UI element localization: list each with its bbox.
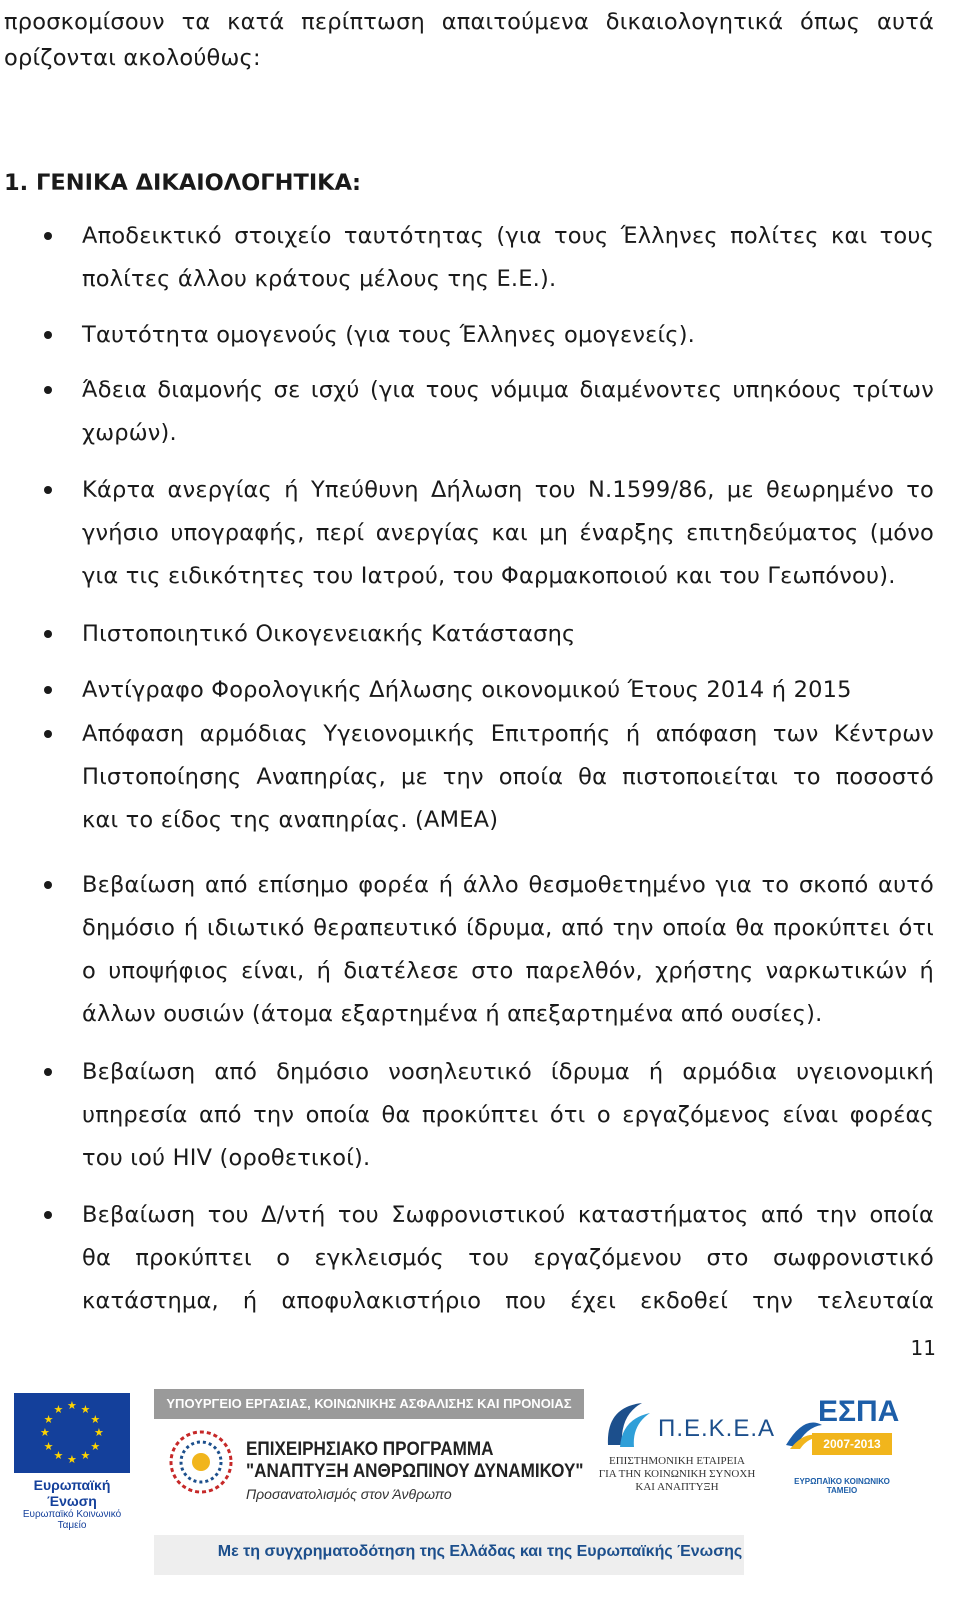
list-item-line: Αντίγραφο Φορολογικής Δήλωσης οικονομικού Έτους 2014 ή 2015 <box>82 677 852 703</box>
star-icon: ★ <box>90 1412 101 1426</box>
bullet-icon <box>44 232 52 240</box>
list-item-line: Πιστοποίησης Αναπηρίας, με την οποία θα πιστοποιείται το ποσοστό <box>82 764 934 790</box>
star-icon: ★ <box>67 1399 77 1412</box>
pekea-name: Π.Ε.Κ.Ε.Α <box>658 1415 776 1442</box>
intro-line-1: προσκομίσουν τα κατά περίπτωση απαιτούμενα δικαιολογητικά όπως αυτά <box>4 9 934 35</box>
list-item-line: Αποδεικτικό στοιχείο ταυτότητας (για τους Έλληνες πολίτες και τους <box>82 223 934 249</box>
star-icon: ★ <box>80 1402 91 1416</box>
bullet-icon <box>44 630 52 638</box>
list-item-line: Ταυτότητα ομογενούς (για τους Έλληνες ομογενείς). <box>82 322 696 348</box>
eu-flag-logo <box>14 1393 130 1473</box>
programme-subtitle: Προσανατολισμός στον Άνθρωπο <box>246 1486 452 1502</box>
star-icon: ★ <box>53 1402 64 1416</box>
star-icon: ★ <box>53 1449 64 1463</box>
list-item-line: Βεβαίωση του Δ/ντή του Σωφρονιστικού καταστήματος από την οποία <box>82 1202 934 1228</box>
bullet-icon <box>44 881 52 889</box>
star-icon: ★ <box>43 1439 54 1453</box>
programme-title-line-1: ΕΠΙΧΕΙΡΗΣΙΑΚΟ ΠΡΟΓΡΑΜΜΑ <box>246 1439 494 1460</box>
programme-title-line-2: "ΑΝΑΠΤΥΞΗ ΑΝΘΡΩΠΙΝΟΥ ΔΥΝΑΜΙΚΟΥ" <box>246 1461 584 1482</box>
list-item-line: χωρών). <box>82 420 177 446</box>
list-item-line: του ιού HIV (οροθετικοί). <box>82 1145 371 1171</box>
list-item-line: ο υποψήφιος είναι, ή διατέλεσε στο παρελθόν, χρήστης ναρκωτικών ή <box>82 958 934 984</box>
list-item-line: θα προκύπτει ο εγκλεισμός του εργαζόμενου στο σωφρονιστικό <box>82 1245 934 1271</box>
list-item-line: Απόφαση αρμόδιας Υγειονομικής Επιτροπής ή απόφαση των Κέντρων <box>82 721 934 747</box>
eu-fund: Ευρωπαϊκό Κοινωνικό Ταμείο <box>22 1509 122 1531</box>
bullet-icon <box>44 331 52 339</box>
cofunding-text: Με τη συγχρηματοδότηση της Ελλάδας και της Ευρωπαϊκής Ένωσης <box>217 1543 743 1560</box>
star-icon: ★ <box>43 1412 54 1426</box>
list-item-line: Βεβαίωση από δημόσιο νοσηλευτικό ίδρυμα ή αρμόδια υγειονομική <box>82 1059 934 1085</box>
pekea-desc-line-3: ΚΑΙ ΑΝΑΠΤΥΞΗ <box>635 1481 719 1493</box>
list-item-line: και το είδος της αναπηρίας. (ΑΜΕΑ) <box>82 807 499 833</box>
programme-logo <box>168 1429 234 1495</box>
star-icon: ★ <box>40 1426 50 1439</box>
page-number: 11 <box>910 1336 936 1360</box>
pekea-logo <box>598 1395 662 1455</box>
bullet-icon <box>44 686 52 694</box>
star-icon: ★ <box>67 1453 77 1466</box>
star-icon: ★ <box>80 1449 91 1463</box>
bullet-icon <box>44 386 52 394</box>
list-item-line: Κάρτα ανεργίας ή Υπεύθυνη Δήλωση του Ν.1599/86, με θεωρημένο το <box>82 477 934 503</box>
list-item-line: υπηρεσία από την οποία θα προκύπτει ότι ο εργαζόμενος είναι φορέας <box>82 1102 934 1128</box>
footer-logos <box>0 1385 960 1606</box>
intro-line-2: ορίζονται ακολούθως: <box>4 45 261 71</box>
list-item-line: για τις ειδικότητες του Ιατρού, του Φαρμακοποιού και του Γεωπόνου). <box>82 563 896 589</box>
bullet-icon <box>44 1211 52 1219</box>
list-item-line: Πιστοποιητικό Οικογενειακής Κατάστασης <box>82 621 576 647</box>
list-item-line: δημόσιο ή ιδιωτικό θεραπευτικό ίδρυμα, από την οποία θα προκύπτει ότι <box>82 915 934 941</box>
eu-name: Ευρωπαϊκή Ένωση <box>33 1477 111 1509</box>
eu-caption <box>8 1477 136 1531</box>
list-item-line: Βεβαίωση από επίσημο φορέα ή άλλο θεσμοθετημένο για το σκοπό αυτό <box>82 872 934 898</box>
list-item-line: πολίτες άλλου κράτους μέλους της Ε.Ε.). <box>82 266 557 292</box>
list-item-line: κατάστημα, ή αποφυλακιστήριο που έχει εκδοθεί την τελευταία <box>82 1288 934 1314</box>
pekea-desc-line-1: ΕΠΙΣΤΗΜΟΝΙΚΗ ΕΤΑΙΡΕΙΑ <box>609 1455 745 1467</box>
bullet-icon <box>44 486 52 494</box>
star-icon: ★ <box>94 1426 104 1439</box>
espa-name: ΕΣΠΑ <box>818 1395 900 1428</box>
espa-years: 2007-2013 <box>812 1433 892 1455</box>
ministry-banner: ΥΠΟΥΡΓΕΙΟ ΕΡΓΑΣΙΑΣ, ΚΟΙΝΩΝΙΚΗΣ ΑΣΦΑΛΙΣΗΣ ΚΑΙ ΠΡΟΝΟΙΑΣ <box>154 1389 584 1419</box>
list-item-line: γνήσιο υπογραφής, περί ανεργίας και μη έναρξης επιτηδεύματος (μόνο <box>82 520 934 546</box>
espa-fund: ΕΥΡΩΠΑΪΚΟ ΚΟΙΝΩΝΙΚΟ ΤΑΜΕΙΟ <box>794 1477 890 1495</box>
pekea-desc-line-2: ΓΙΑ ΤΗΝ ΚΟΙΝΩΝΙΚΗ ΣΥΝΟΧΗ <box>598 1468 756 1480</box>
list-item-line: άλλων ουσιών (άτομα εξαρτημένα ή απεξαρτημένα από ουσίες). <box>82 1001 823 1027</box>
bullet-icon <box>44 730 52 738</box>
list-item-line: Άδεια διαμονής σε ισχύ (για τους νόμιμα διαμένοντες υπηκόους τρίτων <box>82 377 934 403</box>
pekea-description <box>588 1455 766 1494</box>
section-heading: 1. ΓΕΝΙΚΑ ΔΙΚΑΙΟΛΟΓΗΤΙΚΑ: <box>4 170 362 196</box>
star-icon: ★ <box>90 1439 101 1453</box>
bullet-icon <box>44 1068 52 1076</box>
